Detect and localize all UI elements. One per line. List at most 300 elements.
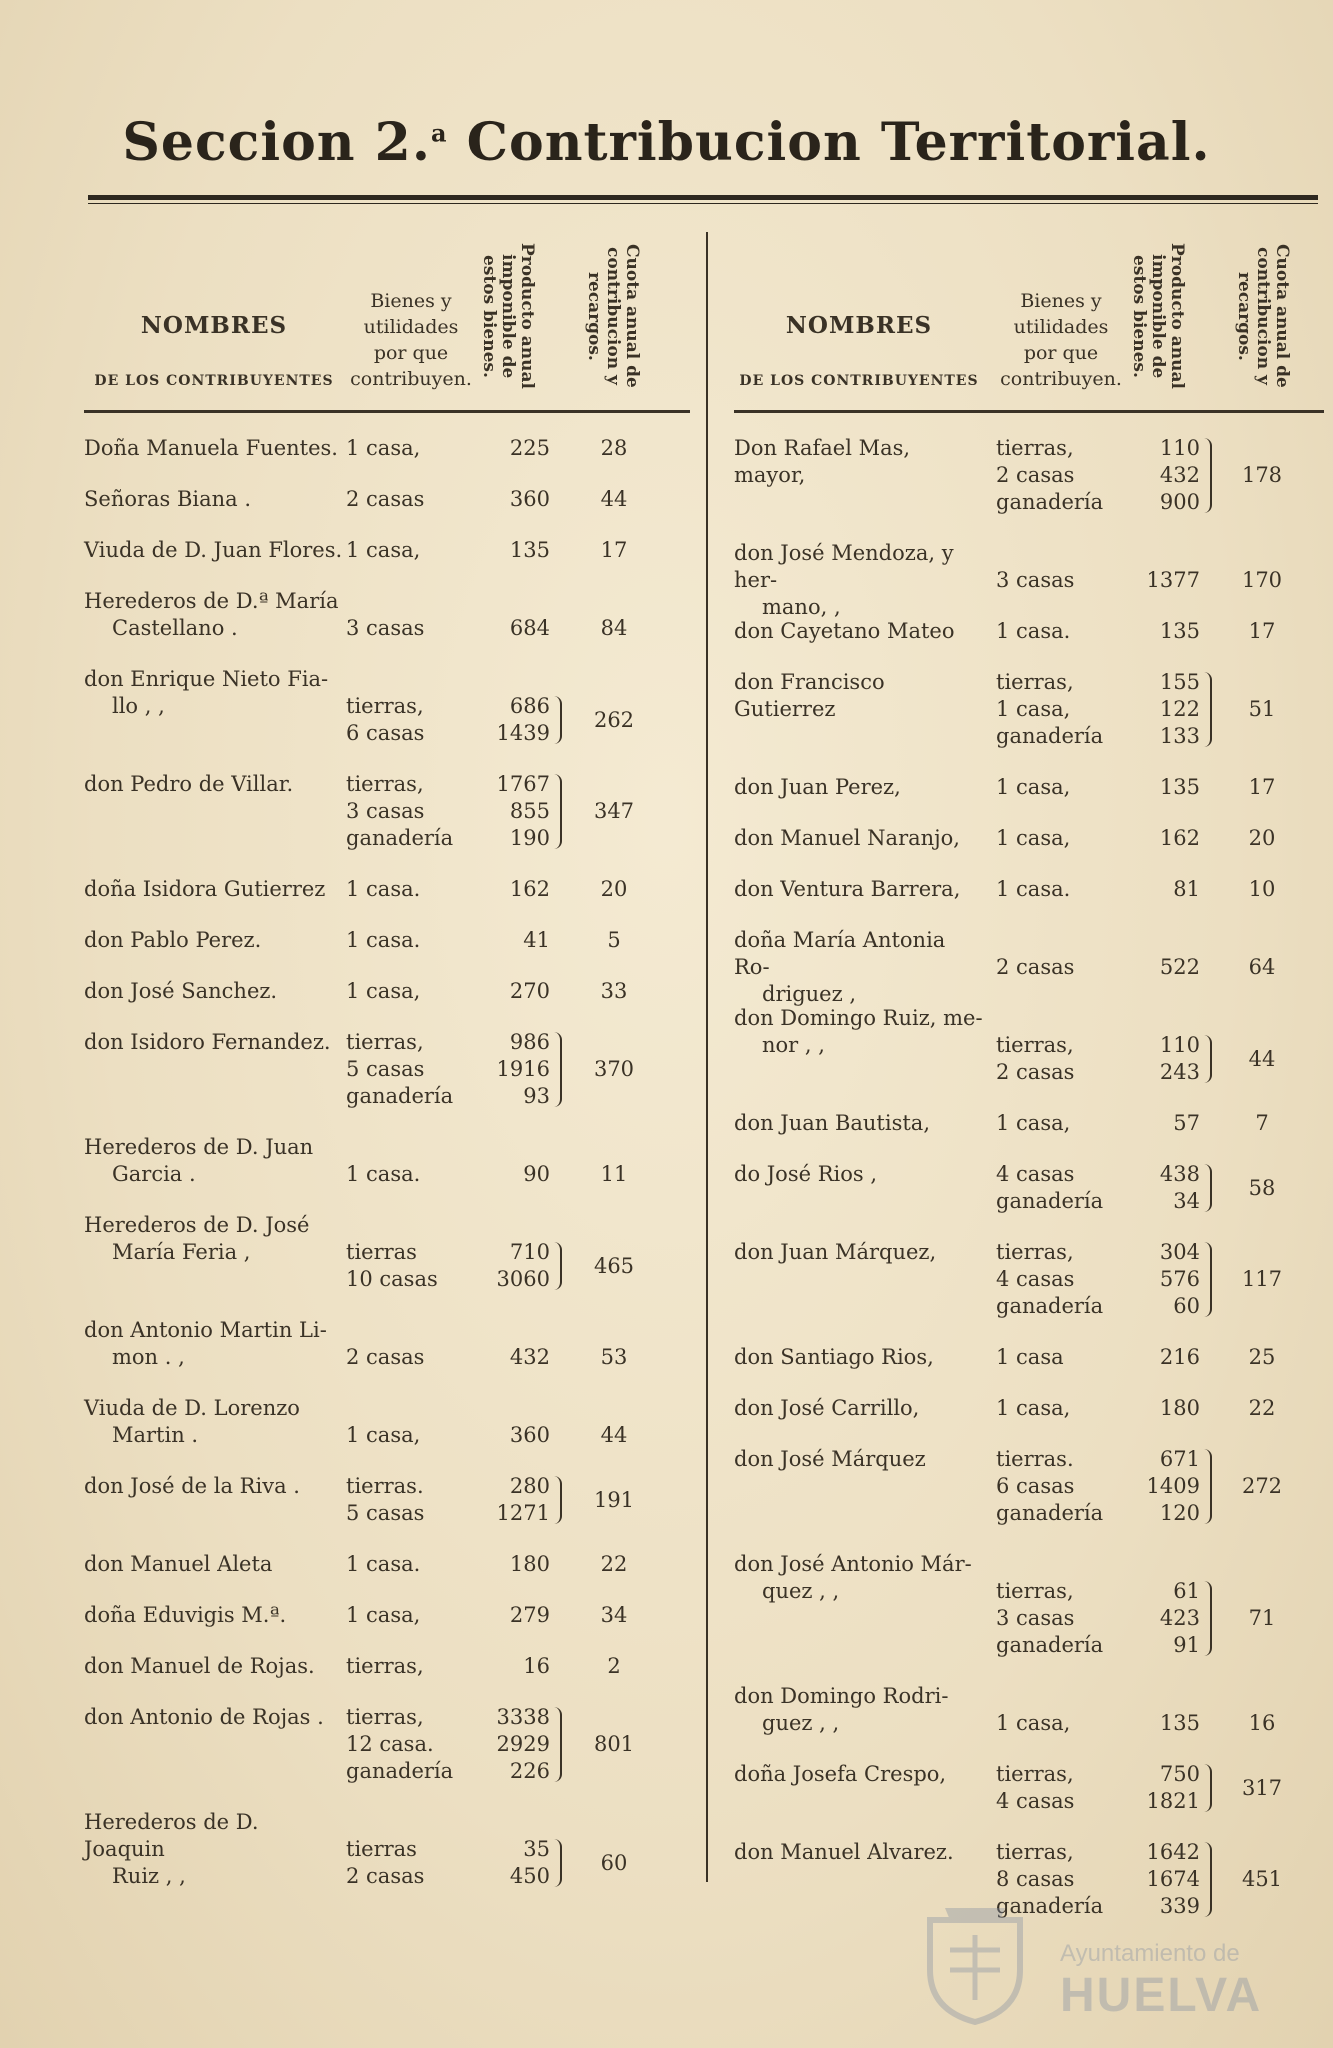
cuota-value: 451: [1241, 1867, 1283, 1891]
product-value: 1821: [1146, 1789, 1200, 1813]
product-values: [1134, 1110, 1200, 1137]
cuota-value: 34: [600, 1603, 628, 1627]
product-values: [484, 486, 550, 513]
product-value: 180: [1159, 1396, 1200, 1420]
product-value: 93: [523, 1084, 550, 1108]
header-rule: [88, 195, 1318, 200]
contributor-name: [84, 1809, 344, 1890]
product-value: 226: [509, 1759, 550, 1783]
property-item: tierras,: [346, 1030, 424, 1054]
product-values: [484, 1344, 550, 1371]
cuota-value: 10: [1248, 877, 1276, 901]
property-item: 1 casa.: [346, 877, 421, 901]
contributor-name: [84, 537, 344, 564]
cuota-value: 17: [600, 538, 628, 562]
name-line: doña Isidora Gutierrez: [84, 877, 326, 901]
product-values: [1134, 1710, 1200, 1737]
cuota-value: 17: [1248, 775, 1276, 799]
cuota-value: 22: [600, 1552, 628, 1576]
cuota-value: 44: [600, 1423, 628, 1447]
header-nombres: [734, 312, 984, 389]
cuota-value: 317: [1241, 1775, 1283, 1800]
contributor-name: [734, 1110, 984, 1137]
property-items: [346, 1161, 420, 1188]
product-value: 432: [509, 1345, 550, 1369]
product-values: [1134, 1761, 1200, 1815]
property-item: tierras.: [996, 1447, 1074, 1471]
cuota-value: 191: [593, 1487, 635, 1512]
contributor-name: [734, 1446, 984, 1473]
property-item: 3 casas: [996, 568, 1075, 592]
watermark: [920, 1890, 1280, 2030]
contributor-name: [84, 1029, 344, 1056]
watermark-line2: HUELVA: [1060, 1969, 1263, 2022]
page-title: [0, 112, 1333, 173]
product-value: 81: [1173, 877, 1200, 901]
product-values: [484, 1161, 550, 1188]
property-item: 3 casas: [996, 1606, 1075, 1630]
product-values: [1134, 567, 1200, 594]
property-item: ganadería: [996, 490, 1104, 514]
cuota-value: 17: [1248, 619, 1276, 643]
product-values: [1134, 1344, 1200, 1371]
product-value: 90: [523, 1162, 550, 1186]
name-line: doña Josefa Crespo,: [734, 1762, 947, 1786]
contributor-name: [734, 927, 984, 1008]
name-line: don Juan Márquez,: [734, 1240, 937, 1264]
contributor-name: [84, 876, 344, 903]
property-items: [346, 1653, 424, 1680]
product-value: 1642: [1146, 1840, 1200, 1864]
product-value: 1916: [496, 1057, 550, 1081]
property-item: 1 casa.: [996, 619, 1071, 643]
product-value: 684: [509, 616, 550, 640]
name-line: doña María Antonia Ro-: [734, 928, 946, 979]
property-items: [346, 615, 424, 642]
contributor-name: [734, 876, 984, 903]
property-item: 8 casas: [996, 1867, 1075, 1891]
property-item: ganadería: [996, 1501, 1104, 1525]
property-items: [346, 693, 424, 747]
header-cuota: Cuota anual de contribucion y recargos.: [584, 244, 642, 388]
product-values: [484, 771, 550, 852]
header-nombres-label: NOMBRES: [140, 312, 288, 339]
cuota-value: 22: [1248, 1396, 1276, 1420]
product-values: [484, 1602, 550, 1629]
product-values: [484, 1422, 550, 1449]
property-item: 1 casa,: [996, 1711, 1071, 1735]
product-value: 576: [1159, 1267, 1200, 1291]
name-line: don Antonio Martin Li-: [84, 1318, 327, 1342]
contributor-name: [84, 1704, 344, 1731]
property-item: 1 casa,: [996, 775, 1071, 799]
cuota-value: 370: [593, 1057, 635, 1081]
product-value: 3060: [496, 1267, 550, 1291]
product-value: 135: [1159, 619, 1200, 643]
cuota-value: 117: [1241, 1267, 1283, 1291]
contributor-name: [734, 435, 984, 489]
product-value: 1767: [496, 772, 550, 796]
property-items: [996, 876, 1070, 903]
property-items: [996, 1395, 1070, 1422]
product-values: [1134, 1239, 1200, 1320]
property-items: [996, 954, 1074, 981]
title-sup: a: [430, 118, 448, 148]
cuota-value: 60: [600, 1850, 628, 1875]
contributor-name: [734, 1161, 984, 1188]
name-line: nor , ,: [762, 1033, 825, 1057]
property-items: [346, 435, 420, 462]
cuota-value: 2: [607, 1654, 621, 1678]
contributor-name: [84, 1395, 344, 1449]
product-value: 60: [1173, 1294, 1200, 1318]
product-value: 360: [509, 487, 550, 511]
property-items: [996, 825, 1070, 852]
product-values: [1134, 1578, 1200, 1659]
property-item: 1 casa,: [346, 538, 421, 562]
product-values: [484, 1473, 550, 1527]
product-value: 339: [1159, 1894, 1200, 1918]
product-value: 57: [1173, 1111, 1200, 1135]
contributor-name: [734, 1683, 984, 1737]
property-item: tierras,: [346, 1705, 424, 1729]
name-line: don Manuel de Rojas.: [84, 1654, 315, 1678]
property-item: tierras: [346, 1240, 417, 1264]
product-values: [484, 927, 550, 954]
contributor-name: [84, 1602, 344, 1629]
property-items: [346, 486, 424, 513]
header-bienes: Bienes y utilidades por que contribuyen.: [1000, 290, 1122, 390]
brace-mark: [1204, 1242, 1212, 1317]
property-items: [996, 1710, 1070, 1737]
name-line: don José Sanchez.: [84, 979, 278, 1003]
product-values: [1134, 825, 1200, 852]
header-producto: Producto anual imponible de estos bienes.: [1129, 243, 1187, 389]
name-line: Garcia .: [112, 1162, 196, 1186]
product-values: [484, 435, 550, 462]
brace-mark: [554, 1476, 562, 1524]
contributor-name: [84, 435, 344, 462]
product-values: [484, 615, 550, 642]
property-item: 5 casas: [346, 1501, 425, 1525]
cuota-value: 53: [600, 1345, 628, 1369]
cuota-value: 11: [600, 1162, 628, 1186]
property-items: [996, 1032, 1074, 1086]
cuota-value: 170: [1241, 568, 1283, 592]
property-item: 4 casas: [996, 1162, 1075, 1186]
cuota-value: 58: [1248, 1175, 1276, 1200]
product-value: 423: [1159, 1606, 1200, 1630]
property-item: 1 casa.: [996, 877, 1071, 901]
product-values: [1134, 435, 1200, 516]
name-line: don José Carrillo,: [734, 1396, 920, 1420]
contributor-name: [84, 1134, 344, 1188]
name-line: llo , ,: [112, 694, 165, 718]
property-items: [346, 1473, 424, 1527]
product-value: 110: [1159, 1033, 1200, 1057]
name-line: don Domingo Ruiz, me-: [734, 1006, 983, 1030]
brace-mark: [554, 1032, 562, 1107]
cuota-value: 33: [600, 979, 628, 1003]
property-item: 1 casa,: [346, 979, 421, 1003]
cuota-value: 5: [607, 928, 621, 952]
product-values: [1134, 774, 1200, 801]
property-item: 6 casas: [996, 1474, 1075, 1498]
name-line: quez , ,: [762, 1579, 840, 1603]
cuota-value: 20: [1248, 826, 1276, 850]
product-value: 671: [1159, 1447, 1200, 1471]
contributor-name: [84, 666, 344, 720]
product-value: 438: [1159, 1162, 1200, 1186]
watermark-line1: Ayuntamiento de: [1060, 1940, 1240, 1967]
name-line: don Ventura Barrera,: [734, 877, 961, 901]
product-value: 135: [509, 538, 550, 562]
property-items: [996, 774, 1070, 801]
product-value: 360: [509, 1423, 550, 1447]
property-items: [996, 567, 1074, 594]
property-items: [346, 771, 453, 852]
header-nombres-label: NOMBRES: [785, 312, 933, 339]
property-item: 1 casa,: [996, 1111, 1071, 1135]
property-item: ganadería: [346, 1084, 454, 1108]
product-value: 110: [1159, 436, 1200, 460]
cuota-value: 272: [1241, 1474, 1283, 1498]
product-value: 120: [1159, 1501, 1200, 1525]
product-value: 35: [523, 1837, 550, 1861]
property-item: 2 casas: [996, 955, 1075, 979]
name-line: don Manuel Alvarez.: [734, 1840, 954, 1864]
name-line: Ruiz , ,: [112, 1864, 186, 1888]
contributor-name: [734, 1239, 984, 1266]
brace-mark: [554, 1242, 562, 1290]
product-value: 1439: [496, 721, 550, 745]
property-items: [346, 1239, 438, 1293]
property-items: [346, 1836, 424, 1890]
product-value: 1271: [496, 1501, 550, 1525]
name-line: guez , ,: [762, 1711, 840, 1735]
property-item: ganadería: [346, 826, 454, 850]
product-value: 279: [509, 1603, 550, 1627]
name-line: Don Rafael Mas, mayor,: [734, 436, 911, 487]
property-items: [996, 669, 1103, 750]
property-item: 1 casa,: [346, 436, 421, 460]
header-cuota: Cuota anual de contribucion y recargos.: [1234, 244, 1292, 388]
cuota-value: 28: [600, 436, 628, 460]
property-item: 1 casa,: [346, 1603, 421, 1627]
product-values: [484, 1704, 550, 1785]
name-line: mon . ,: [112, 1345, 185, 1369]
product-value: 432: [1159, 463, 1200, 487]
name-line: don Manuel Aleta: [84, 1552, 273, 1576]
product-value: 1674: [1146, 1867, 1200, 1891]
cuota-value: 178: [1241, 463, 1283, 487]
property-item: 2 casas: [996, 1060, 1075, 1084]
property-item: tierras,: [346, 772, 424, 796]
product-value: 3338: [496, 1705, 550, 1729]
cuota-value: 465: [593, 1253, 635, 1278]
product-value: 900: [1159, 490, 1200, 514]
brace-mark: [554, 696, 562, 744]
property-items: [346, 1602, 420, 1629]
product-values: [484, 1029, 550, 1110]
property-item: 1 casa.: [346, 1162, 421, 1186]
cuota-value: 262: [593, 707, 635, 732]
property-items: [996, 435, 1103, 516]
product-value: 162: [509, 877, 550, 901]
product-value: 180: [509, 1552, 550, 1576]
column-divider: [706, 232, 708, 1882]
property-items: [346, 927, 420, 954]
name-line: don Juan Perez,: [734, 775, 901, 799]
property-item: 3 casas: [346, 799, 425, 823]
product-value: 1377: [1146, 568, 1200, 592]
contributor-name: [734, 1761, 984, 1788]
property-item: 2 casas: [346, 1864, 425, 1888]
product-value: 135: [1159, 1711, 1200, 1735]
product-value: 91: [1173, 1633, 1200, 1657]
contributor-name: [84, 486, 344, 513]
property-items: [346, 1704, 453, 1785]
brace-mark: [1204, 1164, 1212, 1212]
property-items: [996, 1578, 1103, 1659]
header-producto: Producto anual imponible de estos bienes.: [479, 243, 537, 389]
product-values: [1134, 876, 1200, 903]
name-line: don José Antonio Már-: [734, 1552, 972, 1576]
product-value: 986: [509, 1030, 550, 1054]
brace-mark: [1204, 438, 1212, 513]
contributor-name: [84, 1653, 344, 1680]
property-item: 4 casas: [996, 1267, 1075, 1291]
property-items: [346, 1551, 420, 1578]
name-line: don José de la Riva .: [84, 1474, 300, 1498]
property-items: [996, 618, 1070, 645]
contributor-name: [734, 1005, 984, 1059]
product-values: [1134, 618, 1200, 645]
contributor-name: [84, 1551, 344, 1578]
property-item: tierras,: [996, 670, 1074, 694]
cuota-value: 44: [1248, 1046, 1276, 1071]
product-values: [1134, 1032, 1200, 1086]
product-value: 270: [509, 979, 550, 1003]
cuota-value: 16: [1248, 1711, 1276, 1735]
property-item: 5 casas: [346, 1057, 425, 1081]
name-line: Señoras Biana .: [84, 487, 252, 511]
brace-mark: [1204, 1449, 1212, 1524]
property-item: tierras,: [996, 1579, 1074, 1603]
product-value: 216: [1159, 1345, 1200, 1369]
product-value: 41: [523, 928, 550, 952]
product-values: [484, 1653, 550, 1680]
brace-mark: [1204, 672, 1212, 747]
name-line: Viuda de D. Juan Flores.: [84, 538, 343, 562]
header-bienes: Bienes y utilidades por que contribuyen.: [350, 290, 472, 390]
product-values: [484, 693, 550, 747]
property-item: 1 casa.: [346, 928, 421, 952]
property-item: 1 casa,: [996, 1396, 1071, 1420]
product-values: [1134, 669, 1200, 750]
name-line: don Antonio de Rojas .: [84, 1705, 324, 1729]
cuota-value: 51: [1248, 697, 1276, 721]
product-values: [484, 978, 550, 1005]
cuota-value: 25: [1248, 1345, 1276, 1369]
name-line: don Cayetano Mateo: [734, 619, 955, 643]
property-item: ganadería: [996, 1294, 1104, 1318]
product-value: 522: [1159, 955, 1200, 979]
name-line: Martin .: [112, 1423, 199, 1447]
brace-mark: [1204, 1764, 1212, 1812]
brace-mark: [554, 774, 562, 849]
contributor-name: [734, 1551, 984, 1605]
property-item: 6 casas: [346, 721, 425, 745]
name-line: driguez ,: [762, 982, 857, 1006]
name-line: don Francisco Gutierrez: [734, 670, 885, 721]
property-item: 3 casas: [346, 616, 425, 640]
property-item: tierras,: [996, 1033, 1074, 1057]
contributor-name: [734, 825, 984, 852]
contributor-name: [84, 978, 344, 1005]
name-line: doña Eduvigis M.ª.: [84, 1603, 287, 1627]
brace-mark: [554, 1839, 562, 1887]
name-line: Herederos de D. José: [84, 1213, 310, 1237]
product-values: [1134, 1446, 1200, 1527]
contributor-name: [734, 1395, 984, 1422]
property-items: [996, 1344, 1064, 1371]
contributor-name: [84, 1473, 344, 1500]
product-value: 225: [509, 436, 550, 460]
name-line: don Pedro de Villar.: [84, 772, 294, 796]
cuota-value: 801: [593, 1732, 635, 1756]
product-values: [1134, 1395, 1200, 1422]
property-item: tierras,: [346, 1654, 424, 1678]
product-value: 280: [509, 1474, 550, 1498]
name-line: Viuda de D. Lorenzo: [84, 1396, 300, 1420]
product-value: 155: [1159, 670, 1200, 694]
property-item: ganadería: [996, 1894, 1104, 1918]
property-item: 2 casas: [996, 463, 1075, 487]
property-items: [346, 876, 420, 903]
property-items: [996, 1239, 1103, 1320]
property-items: [346, 978, 420, 1005]
name-line: don Manuel Naranjo,: [734, 826, 960, 850]
product-value: 750: [1159, 1762, 1200, 1786]
product-value: 122: [1159, 697, 1200, 721]
product-value: 190: [509, 826, 550, 850]
property-item: 1 casa,: [996, 697, 1071, 721]
property-item: 2 casas: [346, 487, 425, 511]
product-value: 133: [1159, 724, 1200, 748]
name-line: Herederos de D. Juan: [84, 1135, 314, 1159]
product-value: 686: [509, 694, 550, 718]
product-value: 2929: [496, 1732, 550, 1756]
product-values: [484, 537, 550, 564]
name-line: don Juan Bautista,: [734, 1111, 930, 1135]
product-value: 710: [509, 1240, 550, 1264]
cuota-value: 71: [1248, 1606, 1276, 1630]
product-value: 304: [1159, 1240, 1200, 1264]
name-line: don Enrique Nieto Fia-: [84, 667, 329, 691]
product-values: [1134, 954, 1200, 981]
table-header: [734, 220, 1324, 413]
crest-icon: [920, 1900, 1030, 2025]
property-item: tierras,: [996, 1840, 1074, 1864]
contributor-name: [734, 540, 984, 621]
table-header: [84, 220, 690, 413]
property-items: [996, 1161, 1103, 1215]
property-item: 1 casa,: [346, 1423, 421, 1447]
brace-mark: [1204, 1581, 1212, 1656]
cuota-value: 347: [593, 799, 635, 823]
title-rest: Contribucion Territorial.: [466, 112, 1211, 173]
